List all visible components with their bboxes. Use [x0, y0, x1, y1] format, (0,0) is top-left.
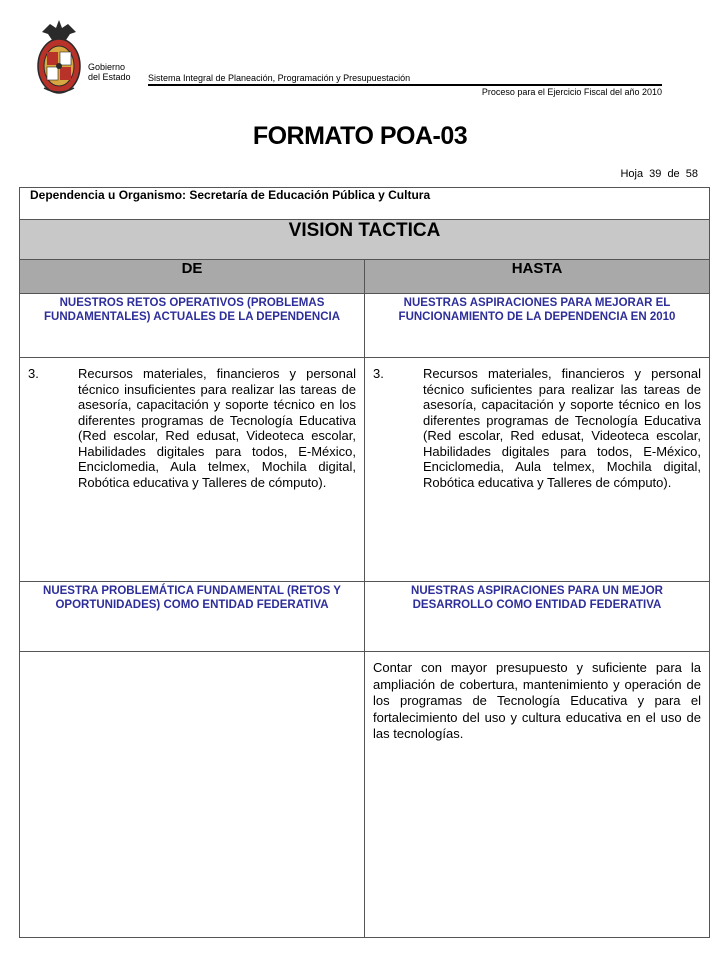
- section1-content-row: [20, 358, 710, 582]
- document-header: [0, 0, 720, 110]
- section1-left-cell: [20, 358, 365, 582]
- section2-left-heading: NUESTRA PROBLEMÁTICA FUNDAMENTAL (RETOS Y OPORTUNIDADES) COMO ENTIDAD FEDERATIVA: [20, 582, 365, 652]
- page-title: FORMATO POA-03: [252, 122, 468, 150]
- dependency-cell: [20, 188, 710, 220]
- sheet-total: 58: [685, 168, 698, 180]
- section1-left-heading: NUESTROS RETOS OPERATIVOS (PROBLEMAS FUNDAMENTALES) ACTUALES DE LA DEPENDENCIA: [20, 294, 365, 358]
- numbered-item: [373, 366, 701, 490]
- section2-left-cell: [20, 652, 365, 938]
- vision-header: VISION TACTICA: [20, 220, 710, 260]
- sheet-counter: [620, 168, 698, 180]
- section2-heading-row: [20, 582, 710, 652]
- section1-right-cell: [365, 358, 710, 582]
- dependency-value: Secretaría de Educación Pública y Cultura: [189, 188, 431, 202]
- dependency-label: Dependencia u Organismo:: [30, 188, 187, 202]
- numbered-item: [28, 366, 356, 490]
- government-label: [88, 62, 131, 82]
- vision-header-row: [20, 220, 710, 260]
- dependency-row: [20, 188, 710, 220]
- section1-heading-row: [20, 294, 710, 358]
- section2-right-cell: Contar con mayor presupuesto y suficiente para la ampliación de cobertura, mantenimiento y operación de los programas de Tecnología Educativa y para el fortalecimiento del uso y cultura educativa en el uso de las tecnologías.: [365, 652, 710, 938]
- sheet-current: 39: [649, 168, 662, 180]
- gov-line-2: del Estado: [88, 72, 131, 82]
- column-header-from: DE: [20, 260, 365, 294]
- item-number: 3.: [28, 366, 39, 381]
- item-number: 3.: [373, 366, 384, 381]
- poa-table: [19, 187, 710, 938]
- process-label: Proceso para el Ejercicio Fiscal del año 2010: [481, 87, 662, 97]
- column-header-row: [20, 260, 710, 294]
- section2-right-heading: NUESTRAS ASPIRACIONES PARA UN MEJOR DESARROLLO COMO ENTIDAD FEDERATIVA: [365, 582, 710, 652]
- column-header-to: HASTA: [365, 260, 710, 294]
- section2-content-row: [20, 652, 710, 938]
- item-text: Recursos materiales, financieros y personal técnico suficientes para realizar las tareas de asesoría, capacitación y soporte técnico en los diferentes programas de Tecnología Educativa (Red escolar, Red edusat, Videoteca escolar, Habilidades digitales para todos, E-México, Enciclomedia, Aula telmex, Mochila digital, Robótica educativa y Talleres de cómputo).: [423, 366, 701, 490]
- header-divider: [148, 84, 662, 86]
- sheet-of: de: [667, 168, 680, 180]
- section1-right-heading: NUESTRAS ASPIRACIONES PARA MEJORAR EL FUNCIONAMIENTO DE LA DEPENDENCIA EN 2010: [365, 294, 710, 358]
- state-coat-of-arms-icon: [36, 18, 82, 96]
- gov-line-1: Gobierno: [88, 62, 126, 72]
- system-title: Sistema Integral de Planeación, Programación y Presupuestación: [148, 73, 411, 83]
- sheet-label: Hoja: [620, 168, 644, 180]
- item-text: Recursos materiales, financieros y personal técnico insuficientes para realizar las tareas de asesoría, capacitación y soporte técnico en los diferentes programas de Tecnología Educativa (Red escolar, Red edusat, Videoteca escolar, Habilidades digitales para todos, E-México, Enciclomedia, Aula telmex, Mochila digital, Robótica educativa y Talleres de cómputo).: [78, 366, 356, 490]
